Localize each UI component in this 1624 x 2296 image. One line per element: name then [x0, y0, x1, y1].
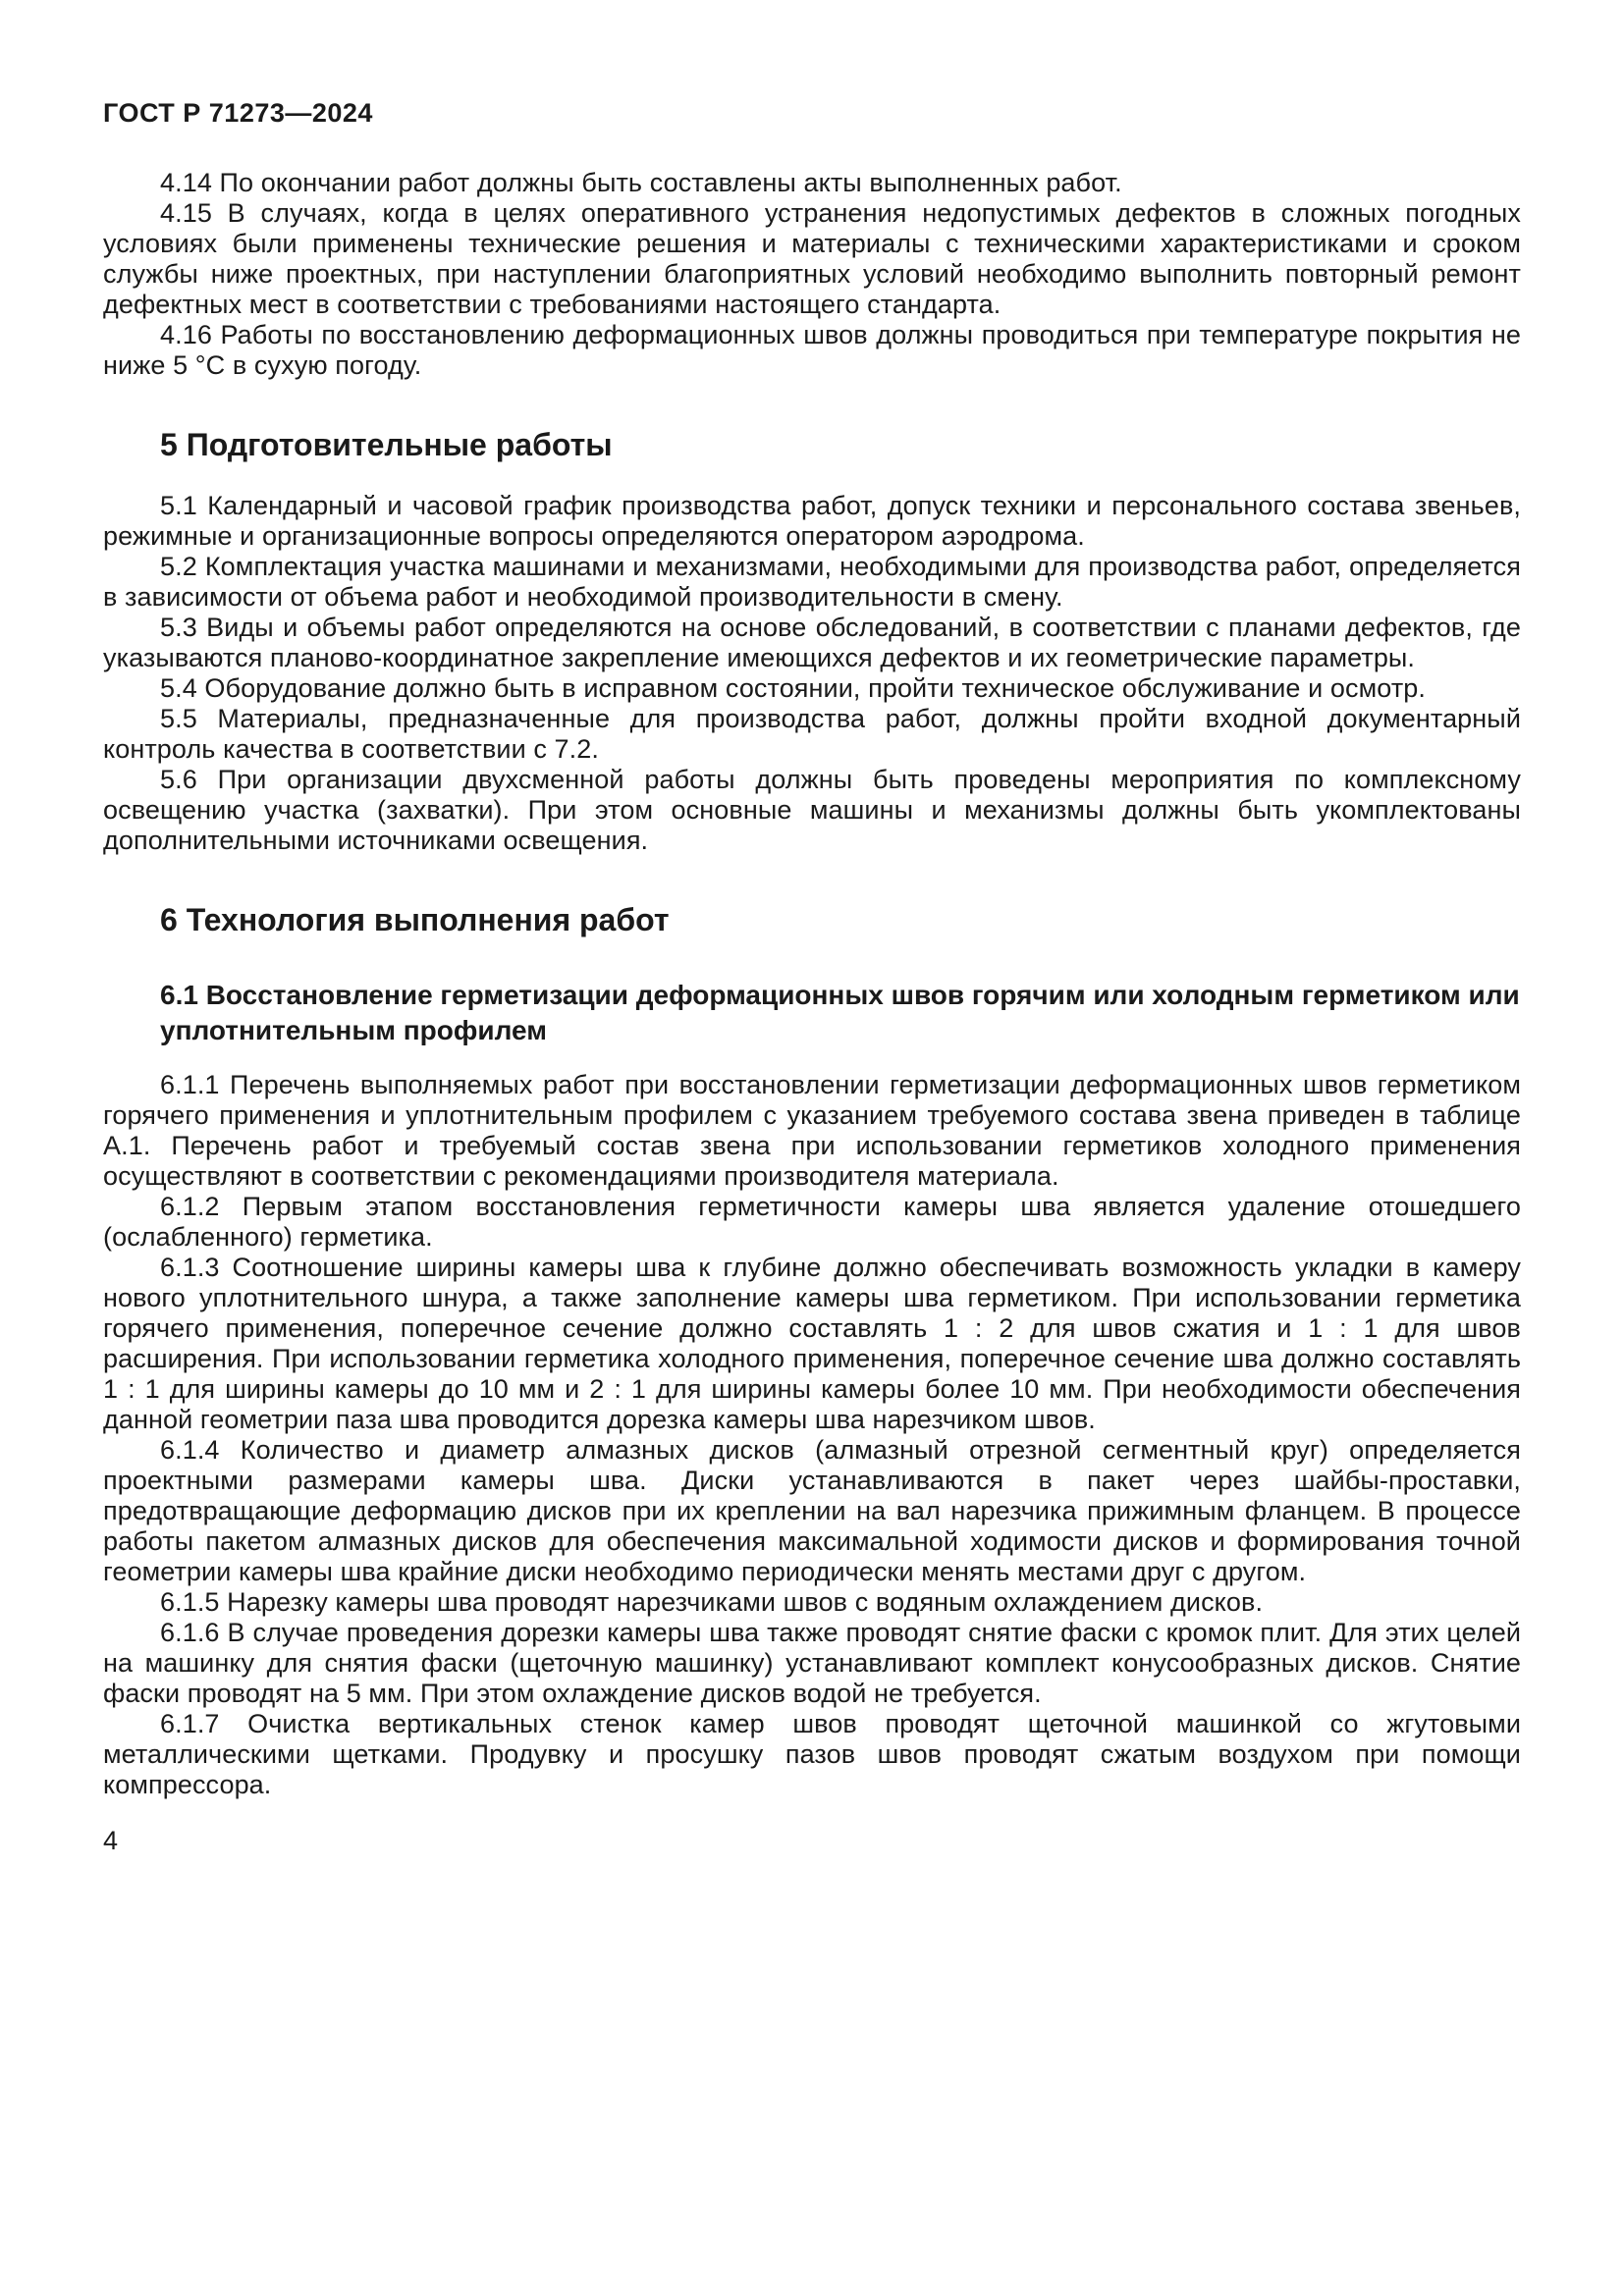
paragraph-4-15: 4.15 В случаях, когда в целях оперативного устранения недопустимых дефектов в сложных погодных условиях были применены технические решения и материалы с техническими характеристиками и сроком службы ниже проектных, при наступлении благоприятных условий необходимо выполнить повторный ремонт дефектных мест в соответствии с требованиями настоящего стандарта.: [103, 198, 1521, 319]
subsection-heading-6-1: 6.1 Восстановление герметизации деформационных швов горячим или холодным герметиком или уплотнительным профилем: [160, 980, 1520, 1045]
section-heading-5: 5 Подготовительные работы: [160, 427, 613, 462]
paragraph-6-1-1: 6.1.1 Перечень выполняемых работ при восстановлении герметизации деформационных швов герметиком горячего применения и уплотнительным профилем с указанием требуемого состава звена приведен в таблице А.1. Перечень работ и требуемый состав звена при использовании герметиков холодного применения осуществляют в соответствии с рекомендациями производителя материала.: [103, 1070, 1521, 1191]
paragraph-4-14: 4.14 По окончании работ должны быть составлены акты выполненных работ.: [160, 168, 1122, 197]
paragraph-5-1: 5.1 Календарный и часовой график производства работ, допуск техники и персонального состава звеньев, режимные и организационные вопросы определяются оператором аэродрома.: [103, 491, 1521, 551]
paragraph-6-1-5: 6.1.5 Нарезку камеры шва проводят нарезчиками швов с водяным охлаждением дисков.: [160, 1587, 1264, 1617]
paragraph-6-1-4: 6.1.4 Количество и диаметр алмазных дисков (алмазный отрезной сегментный круг) определяется проектными размерами камеры шва. Диски устанавливаются в пакет через шайбы-проставки, предотвращающие деформацию дисков при их креплении на вал нарезчика прижимным фланцем. В процессе работы пакетом алмазных дисков для обеспечения максимальной ходимости дисков и формирования точной геометрии камеры шва крайние диски необходимо периодически менять местами друг с другом.: [103, 1435, 1521, 1586]
paragraph-6-1-7: 6.1.7 Очистка вертикальных стенок камер швов проводят щеточной машинкой со жгутовыми металлическими щетками. Продувку и просушку пазов швов проводят сжатым воздухом при помощи компрессора.: [103, 1709, 1521, 1799]
paragraph-5-4: 5.4 Оборудование должно быть в исправном состоянии, пройти техническое обслуживание и осмотр.: [160, 673, 1427, 703]
document-header-designation: ГОСТ Р 71273—2024: [103, 98, 373, 128]
paragraph-4-16: 4.16 Работы по восстановлению деформационных швов должны проводиться при температуре покрытия не ниже 5 °С в сухую погоду.: [103, 320, 1521, 380]
paragraph-6-1-3: 6.1.3 Соотношение ширины камеры шва к глубине должно обеспечивать возможность укладки в камеру нового уплотнительного шнура, а также заполнение камеры шва герметиком. При использовании герметика горячего применения, поперечное сечение должно составлять 1 : 2 для швов сжатия и 1 : 1 для швов расширения. При использовании герметика холодного применения, поперечное сечение шва должно составлять 1 : 1 для ширины камеры до 10 мм и 2 : 1 для ширины камеры более 10 мм. При необходимости обеспечения данной геометрии паза шва проводится дорезка камеры шва нарезчиком швов.: [103, 1253, 1521, 1434]
paragraph-5-3: 5.3 Виды и объемы работ определяются на основе обследований, в соответствии с планами дефектов, где указываются планово-координатное закрепление имеющихся дефектов и их геометрические параметры.: [103, 613, 1521, 672]
page-number: 4: [103, 1826, 119, 1855]
paragraph-6-1-2: 6.1.2 Первым этапом восстановления герметичности камеры шва является удаление отошедшего (ослабленного) герметика.: [103, 1192, 1521, 1252]
paragraph-6-1-6: 6.1.6 В случае проведения дорезки камеры шва также проводят снятие фаски с кромок плит. Для этих целей на машинку для снятия фаски (щеточную машинку) устанавливают комплект конусообразных дисков. Снятие фаски проводят на 5 мм. При этом охлаждение дисков водой не требуется.: [103, 1618, 1521, 1708]
document-body: [103, 168, 1521, 1800]
paragraph-5-5: 5.5 Материалы, предназначенные для производства работ, должны пройти входной документарный контроль качества в соответствии с 7.2.: [103, 704, 1521, 764]
paragraph-5-2: 5.2 Комплектация участка машинами и механизмами, необходимыми для производства работ, определяется в зависимости от объема работ и необходимой производительности в смену.: [103, 552, 1521, 612]
section-heading-6: 6 Технология выполнения работ: [160, 902, 670, 937]
paragraph-5-6: 5.6 При организации двухсменной работы должны быть проведены мероприятия по комплексному освещению участка (захватки). При этом основные машины и механизмы должны быть укомплектованы дополнительными источниками освещения.: [103, 765, 1521, 855]
